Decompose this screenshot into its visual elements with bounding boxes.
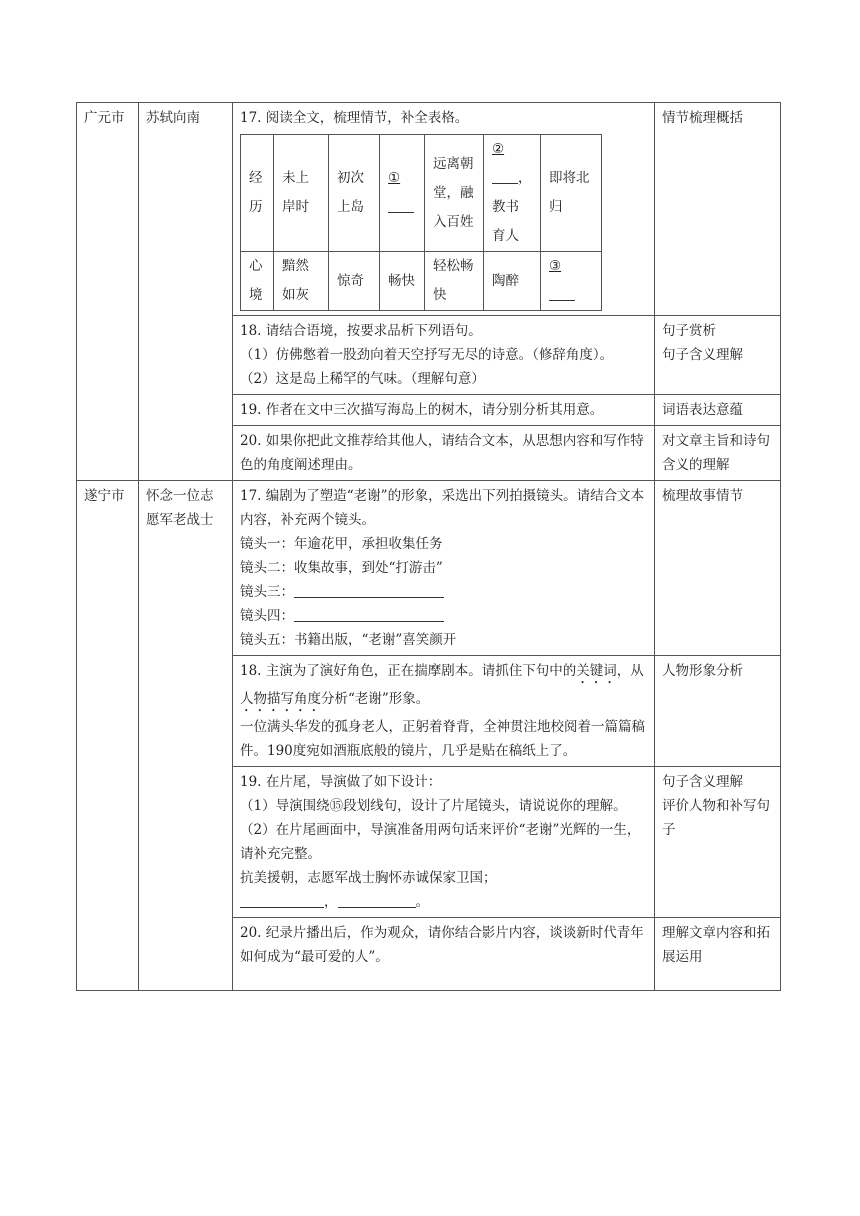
question-text: 抗美援朝，志愿军战士胸怀赤诚保家卫国； [240,870,497,886]
shot-line [240,604,647,628]
shot-label: 镜头四： [240,608,294,624]
ability-text: 句子含义理解 [662,774,743,790]
ability-cell [655,103,781,316]
table-row [77,103,781,316]
plot-table [240,134,602,311]
question-text: 17. 编剧为了塑造“老谢”的形象，采选出下列拍摄镜头。请结合文本内容，补充两个镜头。 [240,488,645,528]
ability-text: 句子含义理解 [662,347,743,363]
ability-text: 人物形象分析 [662,663,743,679]
answer-blank [240,893,324,908]
city-cell: 广元市 [77,103,139,481]
ability-cell [655,426,781,481]
plot-cell: 陶醉 [484,252,541,311]
shot-label: 镜头三： [240,584,294,600]
question-cell [233,656,655,767]
ability-cell [655,767,781,918]
question-text: 17. 阅读全文，梳理情节，补全表格。 [240,110,469,126]
question-cell [233,767,655,918]
plot-cell: 心境 [241,252,274,311]
question-text: （2）这是岛上稀罕的气味。（理解句意） [240,371,485,387]
ability-text: 句子赏析 [662,323,716,339]
shot-line [240,580,647,604]
plot-cell: 未上岸时 [274,135,329,252]
question-cell [233,918,655,991]
plot-cell: 初次上岛 [329,135,380,252]
article-title-cell: 怀念一位志愿军老战士 [139,481,233,991]
article-title-cell: 苏轼向南 [139,103,233,481]
question-text: 20. 纪录片播出后，作为观众，请你结合影片内容，谈谈新时代青年如何成为“最可爱的人”。 [240,925,644,965]
emphasis-angle: 人物描写角度 [240,691,321,707]
plot-cell-blank-3: ③ [541,252,602,311]
ability-text: 对文章主旨和诗句含义的理解 [662,433,770,473]
question-cell [233,103,655,316]
city-cell: 遂宁市 [77,481,139,991]
question-cell [233,426,655,481]
plot-table-row-experience [241,135,602,252]
ability-text: 梳理故事情节 [662,488,743,504]
plot-cell: 惊奇 [329,252,380,311]
question-text: （1）导演围绕⑮段划线句，设计了片尾镜头，请说说你的理解。 [240,798,627,814]
plot-cell-blank-1: ① [380,135,425,252]
ability-text: 理解文章内容和拓展运用 [662,925,770,965]
ability-text: 词语表达意蕴 [662,402,743,418]
ability-text: 情节梳理概括 [662,110,743,126]
emphasis-keyword: 关键词 [576,663,617,679]
answer-blank [294,583,444,598]
plot-cell: 即将北归 [541,135,602,252]
question-table [76,102,781,991]
plot-cell: 远离朝堂，融入百姓 [425,135,484,252]
shot-line: 镜头一：年逾花甲，承担收集任务 [240,536,443,552]
ability-cell [655,656,781,767]
answer-blank [294,607,444,622]
question-text: （2）在片尾画面中，导演准备用两句话来评价“老谢”光辉的一生，请补充完整。 [240,822,641,862]
ability-cell [655,316,781,395]
shot-line: 镜头五：书籍出版，“老谢”喜笑颜开 [240,632,457,648]
plot-cell: 畅快 [380,252,425,311]
question-text: 19. 在片尾，导演做了如下设计： [240,774,442,790]
ability-cell [655,395,781,426]
ability-text: 评价人物和补写句子 [662,798,770,838]
quoted-sentence: 一位满头华发的孤身老人，正躬着脊背，全神贯注地校阅着一篇篇稿件。190度宛如酒瓶底般的镜片，几乎是贴在稿纸上了。 [240,719,645,759]
plot-cell: 经历 [241,135,274,252]
answer-blank [338,893,416,908]
question-cell [233,316,655,395]
plot-table-row-mood [241,252,602,311]
ability-cell [655,481,781,656]
question-text: （1）仿佛憋着一股劲向着天空抒写无尽的诗意。（修辞角度）。 [240,347,614,363]
ability-cell [655,918,781,991]
plot-cell-blank-2: ② ， 教书 育人 [484,135,541,252]
document-sheet [76,102,780,991]
plot-cell: 黯然如灰 [274,252,329,311]
question-text: 18. 主演为了演好角色，正在揣摩剧本。请抓住下句中的关键词，从人物描写角度分析“老谢”形象。 [240,663,644,707]
answer-line: ， 。 [240,890,647,914]
question-text: 20. 如果你把此文推荐给其他人，请结合文本，从思想内容和写作特色的角度阐述理由。 [240,433,644,473]
question-text: 18. 请结合语境，按要求品析下列语句。 [240,323,482,339]
question-cell [233,395,655,426]
question-cell [233,481,655,656]
plot-cell: 轻松畅快 [425,252,484,311]
shot-line: 镜头二：收集故事，到处“打游击” [240,560,443,576]
question-text: 19. 作者在文中三次描写海岛上的树木，请分别分析其用意。 [240,402,604,418]
table-row [77,481,781,656]
